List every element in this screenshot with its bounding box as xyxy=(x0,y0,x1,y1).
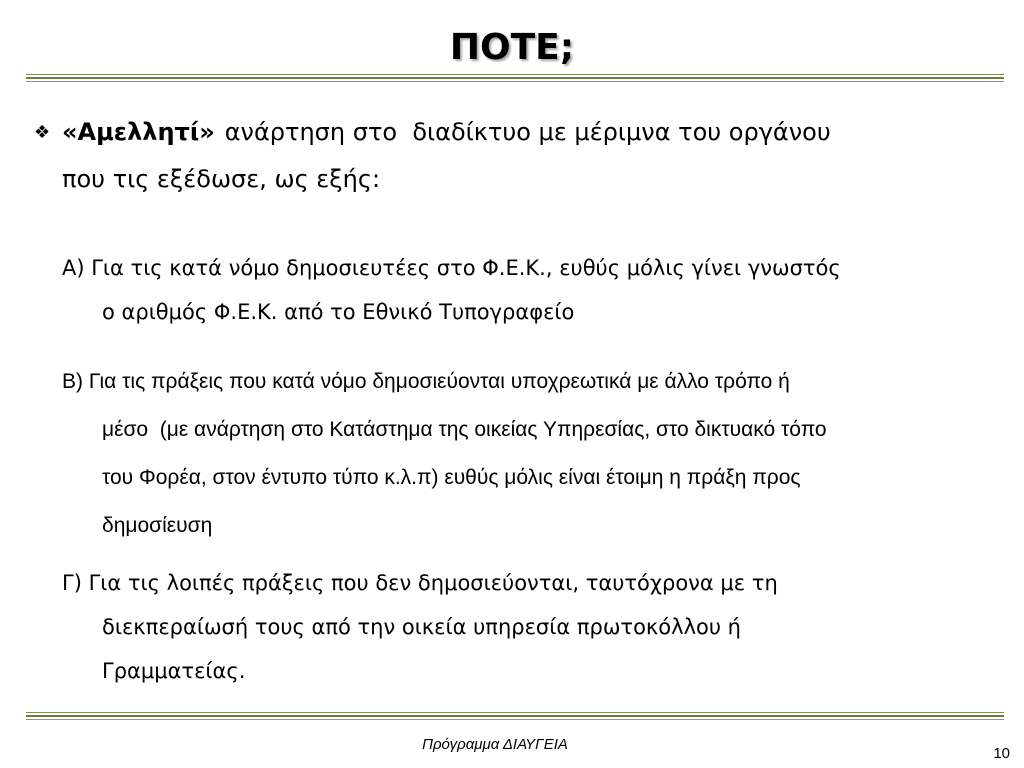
bottom-divider xyxy=(26,712,1004,720)
item-b-line-2: μέσο (με ανάρτηση στο Κατάστημα της οικείας Υπηρεσίας, στο δικτυακό τόπο xyxy=(102,418,827,441)
item-a-line-2: ο αριθμός Φ.Ε.Κ. από το Εθνικό Τυπογραφείο xyxy=(102,300,575,324)
bullet-text: ανάρτηση στο διαδίκτυο με μέριμνα του οργάνου xyxy=(224,118,831,146)
item-a xyxy=(62,246,1002,334)
item-g xyxy=(62,561,1002,693)
slide-title: ΠΟΤΕ; xyxy=(449,27,575,68)
item-b xyxy=(62,358,1002,550)
item-b-line-1: Β) Για τις πράξεις που κατά νόμο δημοσιεύονται υποχρεωτικά με άλλο τρόπο ή xyxy=(62,370,790,393)
top-divider xyxy=(26,74,1004,82)
item-a-line-1: Α) Για τις κατά νόμο δημοσιευτέες στο Φ.Ε.Κ., ευθύς μόλις γίνει γνωστός xyxy=(62,256,841,280)
bullet-line-1 xyxy=(34,110,994,157)
main-bullet xyxy=(34,110,994,201)
item-g-line-3: Γραμματείας. xyxy=(102,659,246,683)
item-b-line-3: του Φορέα, στον έντυπο τύπο κ.λ.π) ευθύς μόλις είναι έτοιμη η πράξη προς xyxy=(102,466,801,489)
item-g-line-1: Γ) Για τις λοιπές πράξεις που δεν δημοσιεύονται, ταυτόχρονα με τη xyxy=(62,571,778,595)
item-g-line-2: διεκπεραίωσή τους από την οικεία υπηρεσία πρωτοκόλλου ή xyxy=(102,615,741,639)
page-number: 10 xyxy=(993,745,1010,762)
bullet-bold-term: «Αμελλητί» xyxy=(62,118,215,146)
footer-text: Πρόγραμμα ΔΙΑΥΓΕΙΑ xyxy=(422,736,568,753)
item-b-line-4: δημοσίευση xyxy=(102,514,213,537)
bullet-line-2: που τις εξέδωσε, ως εξής: xyxy=(62,165,381,193)
diamond-bullet-icon: ❖ xyxy=(34,122,51,143)
